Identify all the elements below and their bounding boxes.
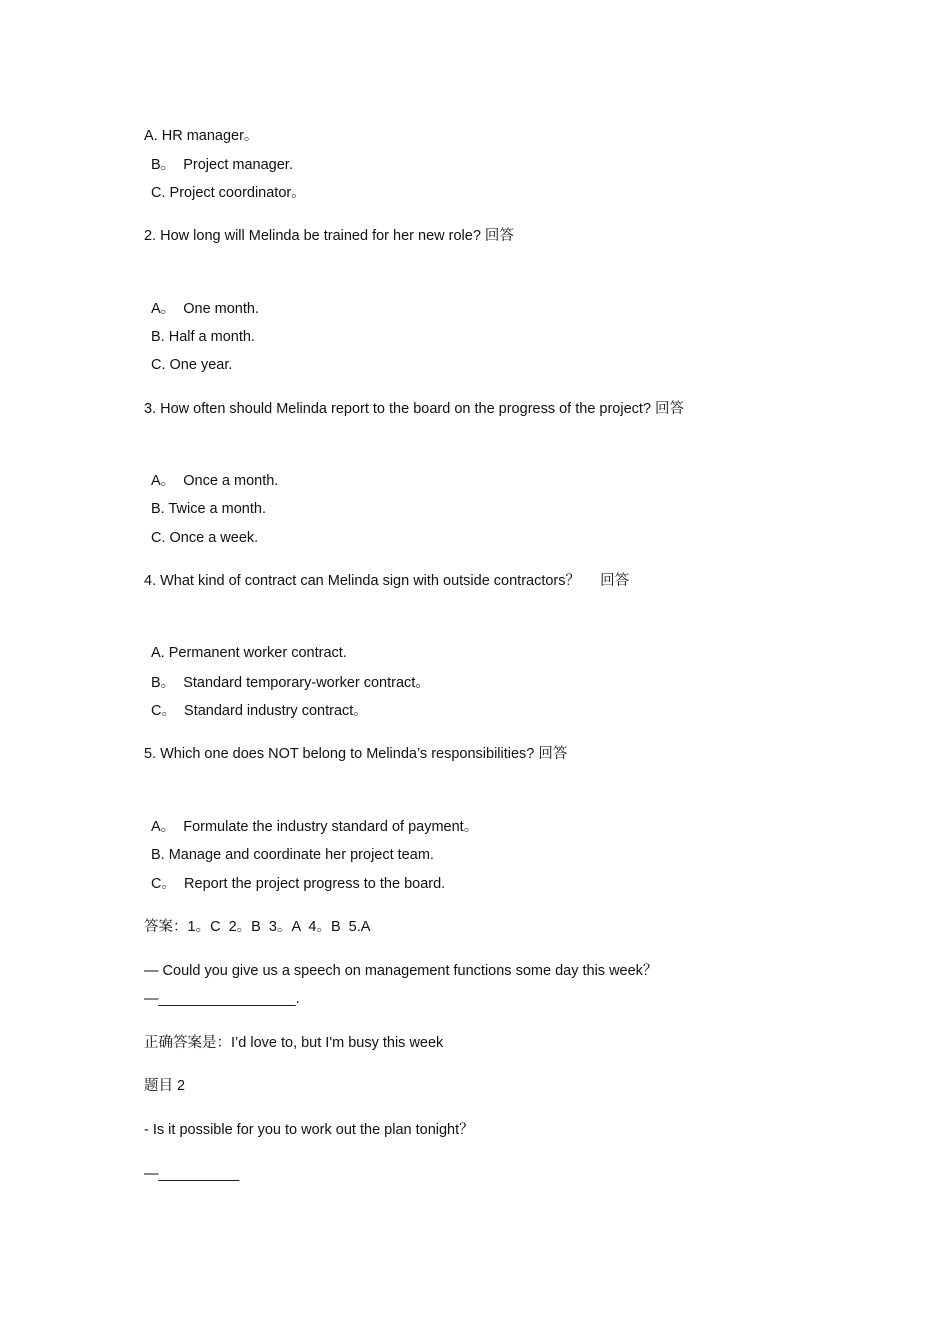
q4-option-c: C。 Standard industry contract。 [151, 703, 368, 719]
answer-key: 答案：1。C 2。B 3。A 4。B 5.A [144, 919, 371, 935]
q5-question: 5. Which one does NOT belong to Melinda’s responsibilities? 回答 [144, 746, 568, 762]
q3-option-b: B. Twice a month. [151, 501, 266, 517]
question2-blank: —__________ [144, 1166, 240, 1182]
q3-option-c: C. Once a week. [151, 530, 259, 546]
dialog1-blank: —_________________. [144, 991, 300, 1007]
q4-option-a: A. Permanent worker contract. [151, 645, 347, 661]
q5-option-b: B. Manage and coordinate her project team. [151, 847, 434, 863]
q2-option-c: C. One year. [151, 357, 233, 373]
question2-label: 题目 2 [144, 1078, 186, 1094]
q4-option-b: B。 Standard temporary-worker contract。 [151, 675, 430, 691]
q2-question: 2. How long will Melinda be trained for her new role? 回答 [144, 228, 514, 244]
q2-option-a: A。 One month. [151, 301, 259, 317]
q1-option-c: C. Project coordinator。 [151, 185, 306, 201]
q1-option-a: A. HR manager。 [144, 128, 259, 144]
dialog1-correct-answer: 正确答案是：I’d love to, but I'm busy this week [144, 1035, 444, 1051]
dialog1-question: — Could you give us a speech on management functions some day this week？ [144, 963, 658, 979]
q3-question: 3. How often should Melinda report to the board on the progress of the project? 回答 [144, 401, 685, 417]
q4-question: 4. What kind of contract can Melinda sign with outside contractors？ 回答 [144, 573, 630, 589]
q5-option-c: C。 Report the project progress to the board. [151, 876, 446, 892]
q3-option-a: A。 Once a month. [151, 473, 279, 489]
q5-option-a: A。 Formulate the industry standard of payment。 [151, 819, 479, 835]
q1-option-b: B。 Project manager. [151, 157, 293, 173]
question2-prompt: - Is it possible for you to work out the plan tonight？ [144, 1122, 474, 1138]
q2-option-b: B. Half a month. [151, 329, 255, 345]
